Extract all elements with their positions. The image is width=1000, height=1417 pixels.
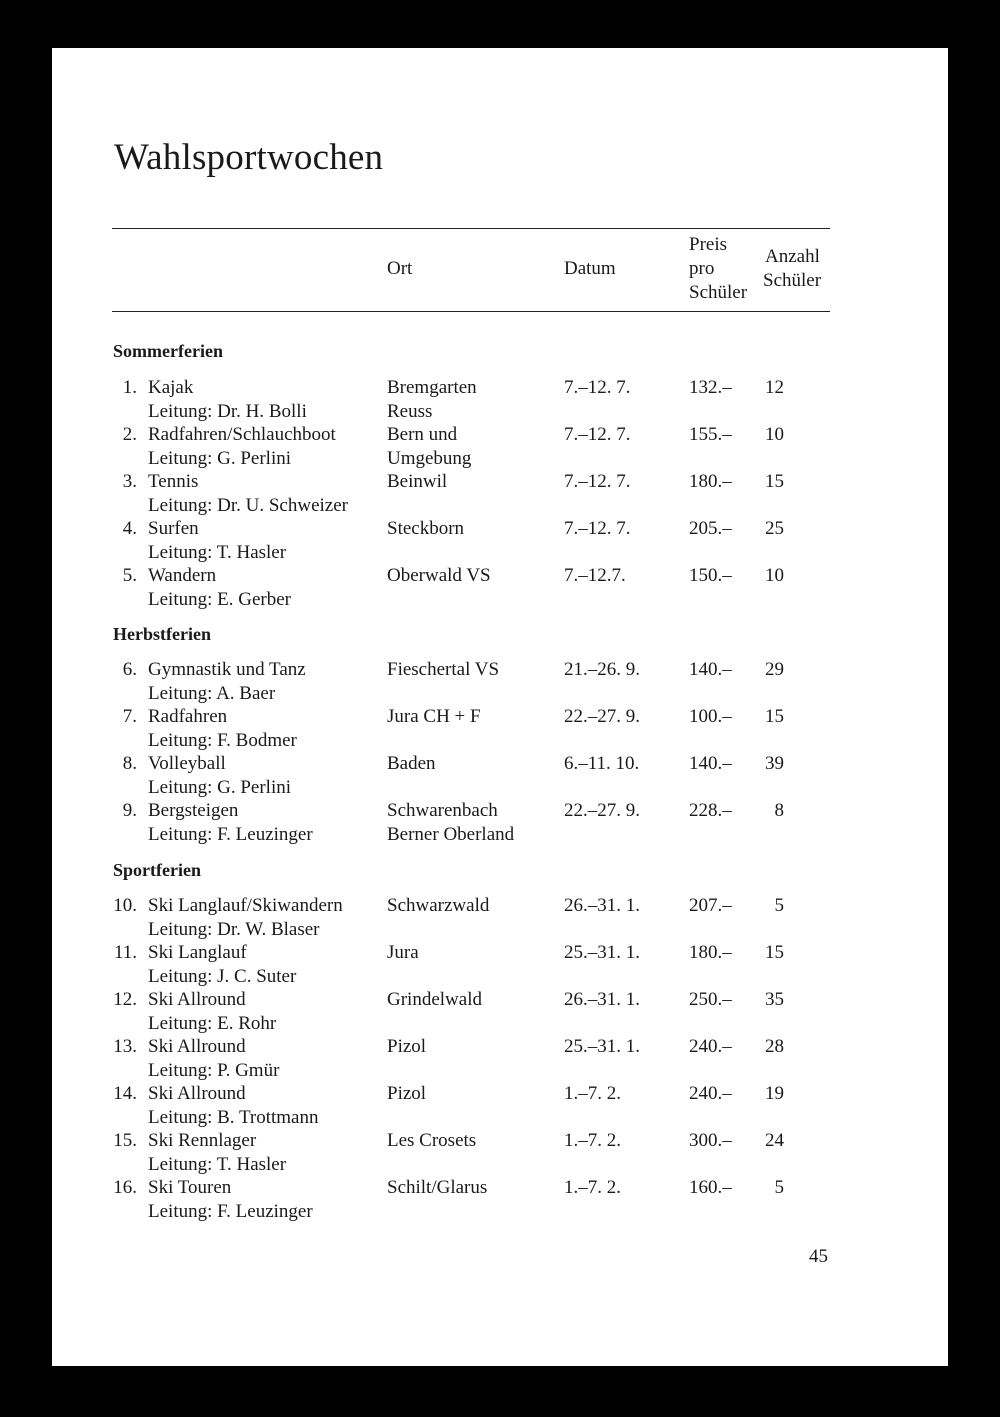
row-anzahl: 35 — [765, 989, 784, 1010]
header-preis-line2: pro — [689, 258, 715, 279]
row-number: 5. — [122, 565, 137, 586]
header-ort: Ort — [387, 258, 413, 279]
row-number: 11. — [113, 942, 137, 963]
header-bottom-rule — [112, 311, 830, 312]
row-datum: 26.–31. 1. — [564, 989, 640, 1010]
row-anzahl: 39 — [765, 753, 784, 774]
row-preis: 150.– — [689, 565, 732, 586]
header-preis-line3: Schüler — [689, 282, 748, 303]
row-datum: 1.–7. 2. — [564, 1177, 621, 1198]
row-sport: Wandern — [148, 565, 217, 586]
row-datum: 7.–12.7. — [564, 565, 626, 586]
row-anzahl: 15 — [765, 471, 784, 492]
row-leitung: Leitung: G. Perlini — [148, 447, 292, 469]
row-preis: 140.– — [689, 659, 732, 680]
header-datum: Datum — [564, 258, 616, 279]
row-preis: 155.– — [689, 424, 732, 445]
row-preis: 228.– — [689, 800, 732, 821]
row-ort: Baden — [387, 753, 436, 774]
row-number: 12. — [113, 989, 137, 1010]
row-datum: 25.–31. 1. — [564, 1036, 640, 1057]
row-ort: Schwarenbach — [387, 800, 498, 821]
section-heading: Sportferien — [113, 860, 201, 880]
row-preis: 160.– — [689, 1177, 732, 1198]
row-number: 8. — [122, 753, 137, 774]
row-anzahl: 29 — [765, 659, 784, 680]
row-datum: 21.–26. 9. — [564, 659, 640, 680]
row-ort: Steckborn — [387, 518, 465, 539]
row-datum: 6.–11. 10. — [564, 753, 640, 774]
row-anzahl: 12 — [765, 377, 784, 398]
row-number: 7. — [122, 706, 137, 727]
row-anzahl: 8 — [774, 800, 784, 821]
row-sport: Volleyball — [148, 753, 226, 774]
row-preis: 250.– — [689, 989, 732, 1010]
row-preis: 140.– — [689, 753, 732, 774]
row-sport: Ski Langlauf/Skiwandern — [148, 895, 343, 916]
row-ort: Jura — [387, 942, 419, 963]
row-number: 6. — [122, 659, 137, 680]
row-datum: 7.–12. 7. — [564, 424, 631, 445]
row-anzahl: 5 — [774, 1177, 784, 1198]
row-ort: Beinwil — [387, 471, 448, 492]
row-number: 13. — [113, 1036, 137, 1057]
row-preis: 207.– — [689, 895, 732, 916]
section-heading: Herbstferien — [113, 624, 211, 644]
row-sport: Ski Allround — [148, 989, 246, 1010]
row-ort: Bremgarten — [387, 377, 477, 398]
row-ort: Fieschertal VS — [387, 659, 500, 680]
row-ort: Pizol — [387, 1036, 427, 1057]
row-leitung: Leitung: A. Baer — [148, 682, 276, 704]
row-number: 1. — [122, 377, 137, 398]
section-heading: Sommerferien — [113, 341, 223, 361]
row-number: 15. — [113, 1130, 137, 1151]
row-ort: Schwarzwald — [387, 895, 490, 916]
row-sport: Radfahren/Schlauchboot — [148, 424, 336, 445]
row-leitung: Leitung: T. Hasler — [148, 1153, 287, 1175]
row-anzahl: 15 — [765, 942, 784, 963]
row-datum: 1.–7. 2. — [564, 1130, 621, 1151]
row-number: 4. — [122, 518, 137, 539]
row-ort: Les Crosets — [387, 1130, 477, 1151]
row-anzahl: 25 — [765, 518, 784, 539]
row-sport: Ski Rennlager — [148, 1130, 257, 1151]
row-anzahl: 15 — [765, 706, 784, 727]
row-leitung: Leitung: G. Perlini — [148, 776, 292, 798]
row-leitung: Leitung: B. Trottmann — [148, 1106, 319, 1128]
row-ort: Umgebung — [387, 447, 472, 469]
row-ort: Reuss — [387, 400, 433, 422]
row-anzahl: 19 — [765, 1083, 784, 1104]
row-leitung: Leitung: F. Leuzinger — [148, 823, 313, 845]
row-sport: Surfen — [148, 518, 199, 539]
row-preis: 180.– — [689, 942, 732, 963]
row-datum: 22.–27. 9. — [564, 706, 640, 727]
row-sport: Bergsteigen — [148, 800, 239, 821]
row-ort: Pizol — [387, 1083, 427, 1104]
row-number: 16. — [113, 1177, 137, 1198]
page-number: 45 — [809, 1246, 828, 1267]
header-preis-line1: Preis — [689, 234, 727, 255]
row-sport: Kajak — [148, 377, 194, 398]
row-anzahl: 5 — [774, 895, 784, 916]
row-datum: 26.–31. 1. — [564, 895, 640, 916]
page-title: Wahlsportwochen — [114, 137, 384, 178]
row-datum: 25.–31. 1. — [564, 942, 640, 963]
row-leitung: Leitung: F. Leuzinger — [148, 1200, 313, 1222]
row-sport: Tennis — [148, 471, 199, 492]
row-number: 3. — [122, 471, 137, 492]
row-preis: 100.– — [689, 706, 732, 727]
row-sport: Ski Allround — [148, 1036, 246, 1057]
header-top-rule — [112, 228, 830, 229]
row-sport: Ski Touren — [148, 1177, 232, 1198]
row-datum: 7.–12. 7. — [564, 518, 631, 539]
row-datum: 22.–27. 9. — [564, 800, 640, 821]
header-anzahl-line2: Schüler — [763, 270, 822, 291]
row-ort: Bern und — [387, 424, 458, 445]
row-number: 9. — [122, 800, 137, 821]
row-datum: 7.–12. 7. — [564, 377, 631, 398]
row-ort: Schilt/Glarus — [387, 1177, 488, 1198]
row-preis: 300.– — [689, 1130, 732, 1151]
row-sport: Gymnastik und Tanz — [148, 659, 306, 680]
row-preis: 180.– — [689, 471, 732, 492]
row-leitung: Leitung: Dr. W. Blaser — [148, 918, 320, 940]
row-preis: 240.– — [689, 1036, 732, 1057]
row-ort: Oberwald VS — [387, 565, 491, 586]
row-leitung: Leitung: E. Gerber — [148, 588, 291, 610]
row-number: 10. — [113, 895, 137, 916]
row-preis: 240.– — [689, 1083, 732, 1104]
row-leitung: Leitung: Dr. U. Schweizer — [148, 494, 348, 516]
row-number: 14. — [113, 1083, 137, 1104]
row-anzahl: 28 — [765, 1036, 784, 1057]
row-leitung: Leitung: Dr. H. Bolli — [148, 400, 307, 422]
row-datum: 1.–7. 2. — [564, 1083, 621, 1104]
row-number: 2. — [122, 424, 137, 445]
row-leitung: Leitung: P. Gmür — [148, 1059, 280, 1081]
header-anzahl-line1: Anzahl — [765, 246, 820, 267]
row-anzahl: 24 — [765, 1130, 784, 1151]
row-sport: Ski Langlauf — [148, 942, 247, 963]
row-sport: Radfahren — [148, 706, 228, 727]
row-leitung: Leitung: T. Hasler — [148, 541, 287, 563]
row-leitung: Leitung: J. C. Suter — [148, 965, 297, 987]
row-preis: 205.– — [689, 518, 732, 539]
row-anzahl: 10 — [765, 565, 784, 586]
row-datum: 7.–12. 7. — [564, 471, 631, 492]
document-page — [52, 48, 948, 1366]
row-leitung: Leitung: F. Bodmer — [148, 729, 297, 751]
row-ort: Jura CH + F — [387, 706, 481, 727]
row-sport: Ski Allround — [148, 1083, 246, 1104]
row-ort: Grindelwald — [387, 989, 482, 1010]
row-leitung: Leitung: E. Rohr — [148, 1012, 277, 1034]
row-preis: 132.– — [689, 377, 732, 398]
row-ort: Berner Oberland — [387, 823, 515, 845]
row-anzahl: 10 — [765, 424, 784, 445]
